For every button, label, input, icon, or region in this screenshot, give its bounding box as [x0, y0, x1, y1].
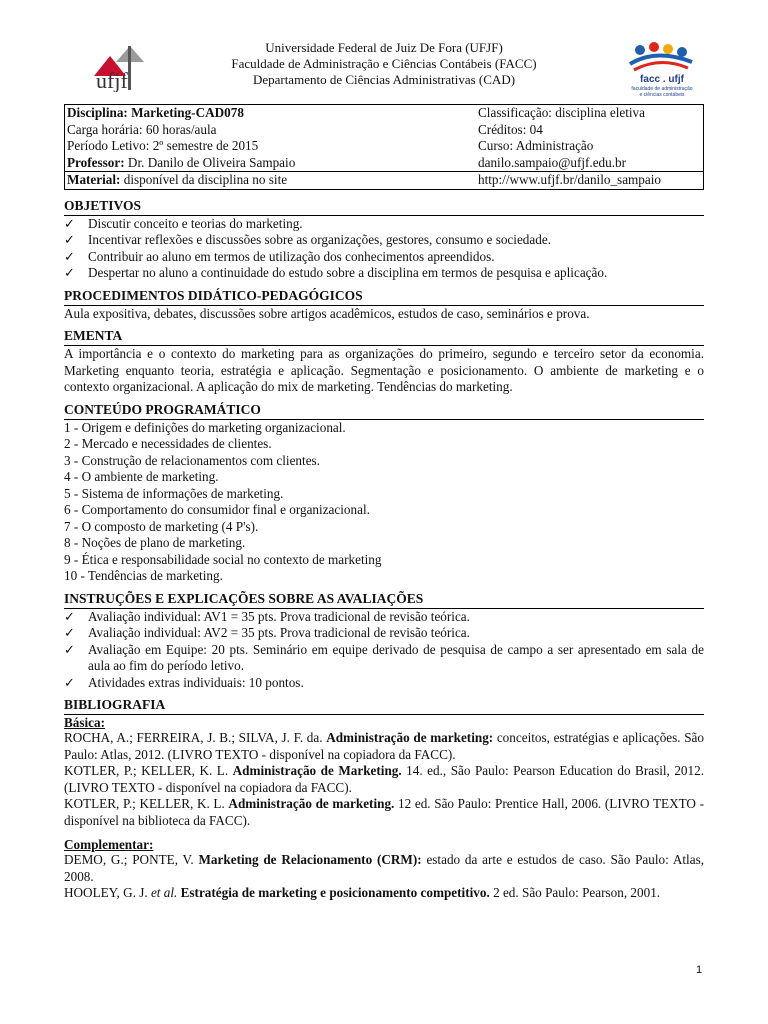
- professor-label: Professor:: [67, 154, 125, 170]
- reference-item: DEMO, G.; PONTE, V. Marketing de Relacionamento (CRM): estado da arte e estudos de caso. São Paulo: Atlas, 2008.: [64, 852, 704, 884]
- course-info-table: [64, 104, 704, 190]
- checkmark-icon: ✓: [64, 215, 76, 231]
- list-item: 8 - Noções de plano de marketing.: [64, 535, 246, 550]
- reference-item: ROCHA, A.; FERREIRA, J. B.; SILVA, J. F. da. Administração de marketing: conceitos, estratégias e aplicações. São Paulo: Atlas, 2012. (LIVRO TEXTO - disponível na copiadora da FACC).: [64, 730, 704, 762]
- list-item: ✓ Atividades extras individuais: 10 pontos.: [64, 674, 304, 690]
- list-item: 4 - O ambiente de marketing.: [64, 469, 219, 484]
- facc-logo: [616, 42, 708, 98]
- disciplina: Disciplina: Marketing-CAD078: [67, 105, 244, 120]
- document-page: [64, 40, 704, 902]
- basica-label: Básica:: [64, 715, 106, 730]
- creditos: Créditos: 04: [478, 121, 543, 137]
- ementa-text: A importância e o contexto do marketing para as organizações do primeiro, segundo e terceiro setor da economia. Marketing enquanto teoria, estratégia e aplicação. Segmentação e posicionamento. O ambiente de marketing e o contexto organizacional. A aplicação do mix de marketing. Tendências do marketing.: [64, 346, 704, 394]
- reference-item: KOTLER, P.; KELLER, K. L. Administração de Marketing. 14. ed., São Paulo: Pearson Education do Brasil, 2012. (LIVRO TEXTO - disponível na copiadora da FACC).: [64, 763, 704, 795]
- ementa-title: EMENTA: [64, 328, 704, 346]
- info-row-disciplina: [65, 105, 703, 122]
- facc-logo-text: facc . ufjf: [640, 74, 684, 85]
- checkmark-icon: ✓: [64, 641, 76, 657]
- avaliacoes-list: [64, 609, 704, 692]
- classificacao: Classificação: disciplina eletiva: [478, 105, 645, 120]
- document-header: [64, 40, 704, 102]
- list-item: ✓ Avaliação individual: AV1 = 35 pts. Prova tradicional de revisão teórica.: [64, 608, 470, 624]
- info-row-carga: [65, 122, 703, 139]
- list-item: 6 - Comportamento do consumidor final e organizacional.: [64, 502, 370, 517]
- list-item: 7 - O composto de marketing (4 P's).: [64, 518, 259, 534]
- avaliacoes-title: INSTRUÇÕES E EXPLICAÇÕES SOBRE AS AVALIAÇÕES: [64, 591, 704, 609]
- checkmark-icon: ✓: [64, 674, 76, 690]
- curso: Curso: Administração: [478, 138, 594, 153]
- procedimentos-title: PROCEDIMENTOS DIDÁTICO-PEDAGÓGICOS: [64, 288, 704, 306]
- ufjf-logo-text: ufjf: [96, 68, 128, 92]
- site-link[interactable]: http://www.ufjf.br/danilo_sampaio: [478, 172, 662, 187]
- complementar-label: Complementar:: [64, 837, 154, 852]
- objetivos-title: OBJETIVOS: [64, 198, 704, 216]
- bibliografia-title: BIBLIOGRAFIA: [64, 697, 704, 715]
- checkmark-icon: ✓: [64, 625, 76, 640]
- institution-line-2: Faculdade de Administração e Ciências Contábeis (FACC): [231, 56, 537, 71]
- ufjf-logo: [92, 42, 156, 92]
- checkmark-icon: ✓: [64, 248, 76, 264]
- info-row-material: [65, 171, 703, 189]
- reference-item: KOTLER, P.; KELLER, K. L. Administração de marketing. 12 ed. São Paulo: Prentice Hall, 2006. (LIVRO TEXTO - disponível na biblioteca da FACC).: [64, 796, 704, 828]
- page-number: 1: [696, 964, 703, 976]
- list-item: 9 - Ética e responsabilidade social no contexto de marketing: [64, 551, 382, 567]
- checkmark-icon: ✓: [64, 608, 76, 624]
- objetivos-list: [64, 216, 704, 282]
- list-item: 1 - Origem e definições do marketing organizacional.: [64, 419, 346, 435]
- list-item: ✓ Contribuir ao aluno em termos de utilização dos conhecimentos apreendidos.: [64, 248, 495, 264]
- list-item: ✓ Avaliação individual: AV2 = 35 pts. Prova tradicional de revisão teórica.: [64, 625, 470, 640]
- periodo-letivo: Período Letivo: 2º semestre de 2015: [67, 138, 259, 153]
- list-item: 10 - Tendências de marketing.: [64, 568, 223, 583]
- institution-line-3: Departamento de Ciências Administrativas (CAD): [252, 72, 516, 87]
- procedimentos-text: Aula expositiva, debates, discussões sobre artigos acadêmicos, estudos de caso, seminários e prova.: [64, 305, 590, 321]
- list-item: 5 - Sistema de informações de marketing.: [64, 485, 284, 501]
- facc-logo-sub-1: faculdade de administração: [631, 86, 693, 92]
- material-label: Material:: [67, 172, 121, 187]
- carga-horaria: Carga horária: 60 horas/aula: [67, 121, 217, 137]
- conteudo-list: [64, 420, 704, 585]
- professor-email: danilo.sampaio@ufjf.edu.br: [478, 154, 627, 170]
- list-item: ✓ Incentivar reflexões e discussões sobre as organizações, gestores, consumo e sociedade.: [64, 232, 551, 247]
- reference-item: HOOLEY, G. J. et al. Estratégia de marketing e posicionamento competitivo. 2 ed. São Paulo: Pearson, 2001.: [64, 885, 661, 900]
- checkmark-icon: ✓: [64, 232, 76, 247]
- info-row-professor: [65, 155, 703, 172]
- institution-line-1: Universidade Federal de Juiz De Fora (UFJF): [265, 40, 503, 55]
- list-item: ✓ Despertar no aluno a continuidade do estudo sobre a disciplina em termos de pesquisa e aplicação.: [64, 265, 608, 280]
- professor-name: Dr. Danilo de Oliveira Sampaio: [124, 154, 296, 170]
- facc-logo-sub-2: e ciências contábeis: [639, 92, 685, 98]
- info-row-periodo: [65, 138, 703, 155]
- institution-block: [164, 40, 604, 88]
- material-value: disponível da disciplina no site: [120, 172, 288, 187]
- list-item: ✓ Avaliação em Equipe: 20 pts. Seminário em equipe derivado de pesquisa de campo a ser apresentado em sala de aula ao fim do período letivo.: [64, 641, 704, 673]
- list-item: 2 - Mercado e necessidades de clientes.: [64, 436, 272, 451]
- conteudo-title: CONTEÚDO PROGRAMÁTICO: [64, 402, 704, 420]
- list-item: ✓ Discutir conceito e teorias do marketing.: [64, 215, 303, 231]
- checkmark-icon: ✓: [64, 265, 76, 280]
- list-item: 3 - Construção de relacionamentos com clientes.: [64, 452, 320, 468]
